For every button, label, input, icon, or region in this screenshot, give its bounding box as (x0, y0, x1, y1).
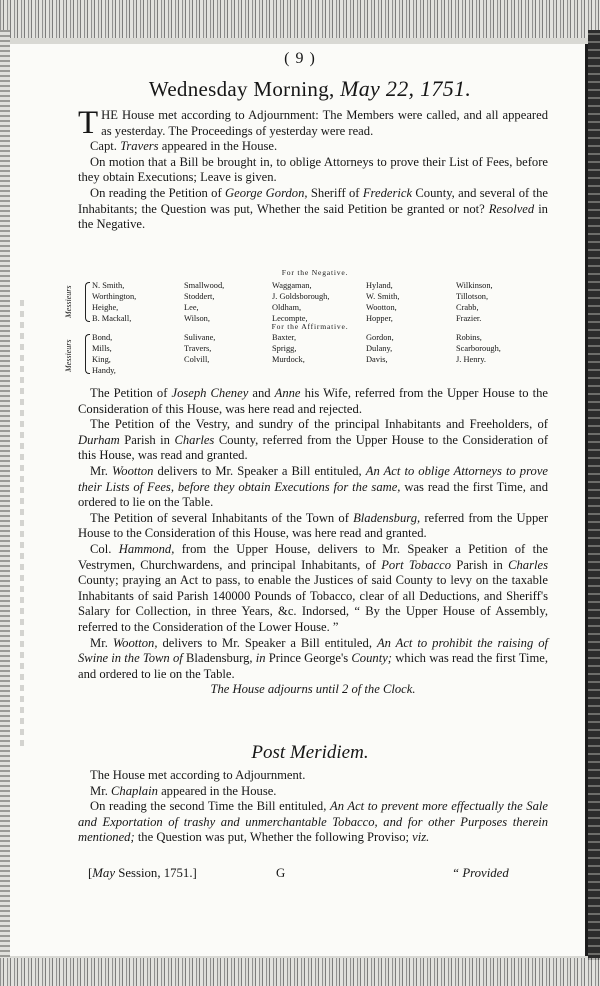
voter-name: Bond, (92, 333, 113, 342)
affirmative-col-1 (92, 332, 116, 376)
paragraph-attorneys-bill: Mr. Wootton delivers to Mr. Speaker a Bill entituled, An Act to oblige Attorneys to prove their Lists of Fees, before they obtain Executions for the same, was read the first Time, and ordered to lie on the Table. (78, 463, 549, 510)
negative-col-5 (456, 280, 493, 324)
paragraph-opening: THE House met according to Adjournment: The Members were called, and all appeared as yesterday. The Proceedings of yesterday were read. (78, 105, 548, 141)
affirmative-col-2 (184, 332, 215, 365)
page-number: ( 9 ) (284, 50, 316, 67)
voter-name: Worthington, (92, 292, 137, 301)
scan-noise-top (0, 0, 600, 38)
voter-name: B. Mackall, (92, 314, 132, 323)
vote-brace-affirmative (85, 334, 90, 374)
voter-name: Davis, (366, 355, 388, 364)
paragraph-motion: On motion that a Bill be brought in, to oblige Attorneys to prove their List of Fees, before they obtain Executions; Leave is given. (78, 154, 548, 185)
vote-side-label-affirmative: Messieurs (64, 339, 73, 372)
vote-header-affirmative: For the Affirmative. (271, 322, 349, 331)
voter-name: King, (92, 355, 111, 364)
paragraph-travers: Capt. Travers appeared in the House. (90, 139, 278, 154)
voter-name: Lecompte, (272, 314, 308, 323)
voter-name: Murdock, (272, 355, 305, 364)
paragraph-chaplain: Mr. Chaplain appeared in the House. (90, 783, 277, 798)
voter-name: Dulany, (366, 344, 393, 353)
paragraph-bladensburg-petition: The Petition of several Inhabitants of the Town of Bladensburg, referred from the Upper House to the Consideration of this House, was here read and granted. (78, 510, 549, 541)
voter-name: Travers, (184, 344, 212, 353)
vote-brace-negative (85, 282, 90, 322)
voter-name: Hyland, (366, 281, 393, 290)
paragraph-swine-bill: Mr. Wootton, delivers to Mr. Speaker a Bill entituled, An Act to prohibit the raising of Swine in the Town of Bladensburg, in Prince George's County; which was read the first Time, and ordered to lie on the Table. (78, 635, 549, 681)
negative-col-1 (92, 280, 136, 324)
paragraph-pm-met: The House met according to Adjournment. (90, 768, 306, 782)
voter-name: J. Henry. (456, 355, 486, 364)
paragraph-tobacco-bill: On reading the second Time the Bill entituled, An Act to prevent more effectually the Sale and Exportation of trashy and unmerchantable Tobacco, and for other Purposes therein mentioned; the Question was put, Whether the following Proviso; viz. (78, 799, 548, 845)
negative-col-2 (184, 280, 224, 324)
paragraph-gordon-petition: On reading the Petition of George Gordon, Sheriff of Frederick County, and several of the Inhabitants; the Question was put, Whether the said Petition be granted or not? Resolved in the Negative. (78, 185, 548, 232)
voter-name: Handy, (92, 366, 116, 375)
voter-name: N. Smith, (92, 281, 125, 290)
heading-day: Wednesday Morning, (148, 77, 335, 101)
negative-col-4 (366, 280, 399, 324)
affirmative-col-5 (456, 332, 501, 365)
voter-name: Smallwood, (184, 281, 225, 290)
negative-col-3 (272, 280, 329, 324)
post-meridiem-section (78, 768, 548, 846)
heading-date: May 22, 1751. (340, 76, 472, 101)
affirmative-col-3 (272, 332, 305, 365)
voter-name: Gordon, (366, 333, 394, 342)
session-footer: [May Session, 1751.] (88, 866, 197, 880)
voter-name: Sulivane, (184, 333, 216, 342)
voter-name: W. Smith, (366, 292, 400, 301)
binding-margin (20, 300, 24, 750)
voter-name: Scarborough, (456, 344, 501, 353)
voter-name: Stoddert, (184, 292, 215, 301)
voter-name: J. Goldsborough, (272, 292, 330, 301)
drop-cap: T (78, 105, 99, 141)
page-heading (80, 76, 540, 102)
voter-name: Waggaman, (272, 281, 312, 290)
paragraph-port-tobacco: Col. Hammond, from the Upper House, delivers to Mr. Speaker a Petition of the Vestrymen, Churchwardens, and principal Inhabitants, of Port Tobacco Parish in Charles County; praying an Act to pass, to enable the Justices of said County to levy on the taxable Inhabitants of said Parish 140000 Pounds of Tobacco, clear of all Deductions, and Sheriff's Salary for Collection, in three Years, &c. Indorsed, “ By the Upper House of Assembly, referred to the Consideration of the Lower House. ” (78, 541, 548, 634)
post-meridiem-title: Post Meridiem. (251, 742, 369, 763)
middle-section (78, 386, 548, 698)
voter-name: Colvill, (184, 355, 210, 364)
voter-name: Frazier. (456, 314, 482, 323)
vote-header-negative: For the Negative. (281, 268, 349, 277)
voter-name: Oldham, (272, 303, 302, 312)
voter-name: Wootton, (366, 303, 397, 312)
signature-mark: G (276, 866, 286, 880)
voter-name: Mills, (92, 344, 112, 353)
voter-name: Wilkinson, (456, 281, 493, 290)
voter-name: Sprigg, (272, 344, 297, 353)
affirmative-col-4 (366, 332, 394, 365)
voter-name: Baxter, (272, 333, 297, 342)
voter-name: Robins, (456, 333, 482, 342)
opening-section (78, 105, 548, 233)
voter-name: Tillotson, (456, 292, 489, 301)
voter-name: Hopper, (366, 314, 393, 323)
voter-name: Crabb, (456, 303, 479, 312)
paragraph-durham-vestry: The Petition of the Vestry, and sundry of the principal Inhabitants and Freeholders, of Durham Parish in Charles County, referred from the Upper House to the Consideration of this House, was read and granted. (78, 417, 549, 463)
voter-name: Wilson, (184, 314, 210, 323)
adjourn-line: The House adjourns until 2 of the Clock. (210, 682, 416, 697)
scan-noise-bottom (0, 958, 600, 986)
paragraph-cheney: The Petition of Joseph Cheney and Anne his Wife, referred from the Upper House to the Consideration of this House, was here read and rejected. (78, 386, 548, 416)
scan-right-edge (588, 30, 600, 960)
voter-name: Lee, (184, 303, 199, 312)
scan-left-edge (0, 30, 10, 960)
catchword: “ Provided (452, 866, 509, 880)
voter-name: Heighe, (92, 303, 119, 312)
vote-side-label-negative: Messieurs (64, 285, 73, 318)
